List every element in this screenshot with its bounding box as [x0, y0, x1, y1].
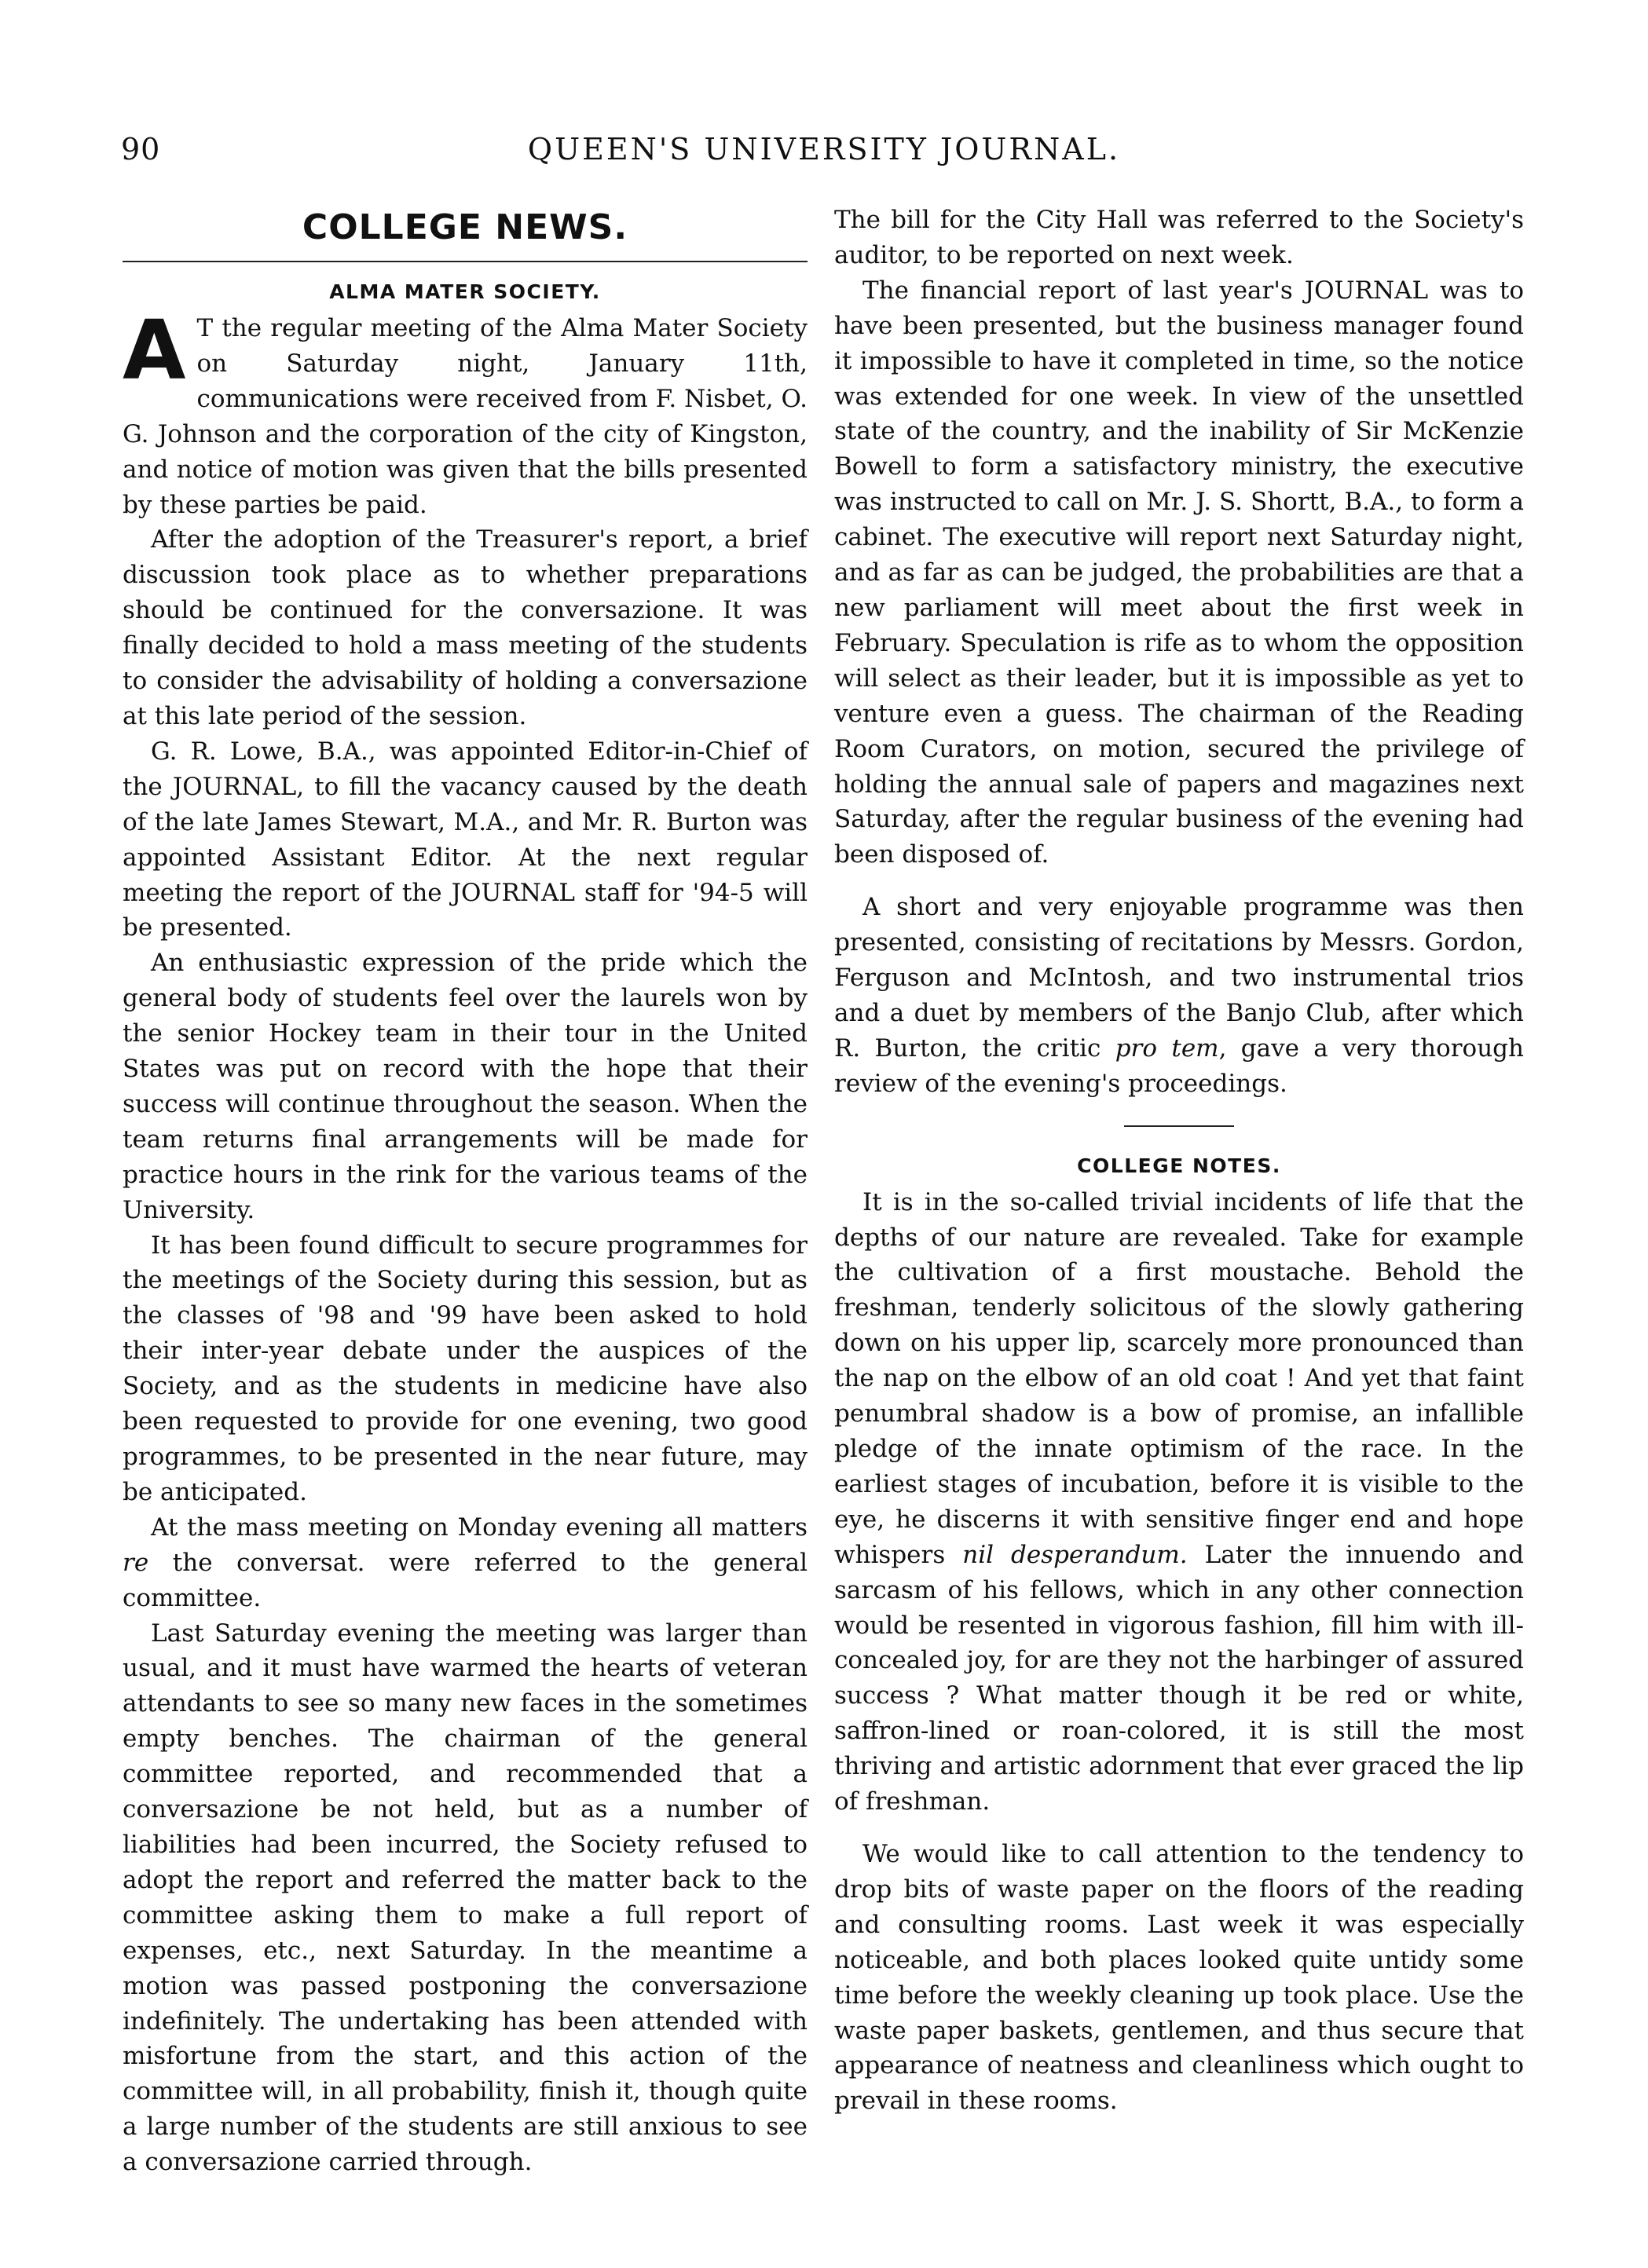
college-notes-heading: COLLEGE NOTES. — [1077, 1154, 1281, 1177]
paragraph-text: A short and very enjoyable programme was then presented, consisting of recitations by Messrs. Gordon, Ferguson and McIntosh, and two instrumental trios and a duet by members of the Banjo Club, after which R. Burton, the critic — [834, 893, 1524, 1063]
page-header — [0, 132, 1648, 179]
article-paragraph: After the adoption of the Treasurer's report, a brief discussion took place as to whether preparations should be continued for the conversazione. It was finally decided to hold a mass meeting of the students to consider the advisability of holding a conversazione at this late period of the session. — [123, 525, 808, 730]
paragraph-text: T the regular meeting of the Alma Mater Society on Saturday night, January 11th, communications were received from F. Nisbet, O. G. Johnson and the corporation of the city of Kingston, and notice of motion was given that the bills presented by these parties be paid. — [123, 314, 808, 519]
left-column — [123, 203, 808, 2180]
article-paragraph: It has been found difficult to secure programmes for the meetings of the Society during this session, but as the classes of '98 and '99 have been asked to hold their inter-year debate under the auspices of the Society, and as the students in medicine have also been requested to provide for one evening, two good programmes, to be presented in the near future, may be anticipated. — [123, 1231, 808, 1506]
italic-text: nil desperandum. — [962, 1540, 1188, 1569]
article-paragraph — [834, 890, 1524, 1101]
paragraph-text: It is in the so-called trivial incidents of life that the depths of our nature are revealed. Take for example the cultivation of a first moustache. Behold the freshman, tenderly solicitous of the slowly gathering down on his upper lip, scarcely more pronounced than the nap on the elbow of an old coat ! And yet that faint penumbral shadow is a bow of promise, an infallible pledge of the innate optimism of the race. In the earliest stages of incubation, before it is visible to the eye, he discerns it with sensitive finger end and hope whispers — [834, 1187, 1524, 1569]
italic-text: re — [123, 1548, 149, 1577]
article-paragraph: The financial report of last year's JOURNAL was to have been presented, but the business manager found it impossible to have it completed in time, so the notice was extended for one week. In view of the unsettled state of the country, and the inability of Sir McKenzie Bowell to form a satisfactory ministry, the executive was instructed to call on Mr. J. S. Shortt, B.A., to form a cabinet. The executive will report next Saturday night, and as far as can be judged, the probabilities are that a new parliament will meet about the first week in February. Speculation is rife as to whom the opposition will select as their leader, but it is impossible as yet to venture even a guess. The chairman of the Reading Room Curators, on motion, secured the privilege of holding the annual sale of papers and magazines next Saturday, after the regular business of the evening had been disposed of. — [834, 276, 1524, 869]
paragraph-text: At the mass meeting on Monday evening all matters — [151, 1513, 808, 1542]
journal-title: QUEEN'S UNIVERSITY JOURNAL. — [527, 132, 1121, 166]
article-paragraph: The bill for the City Hall was referred to the Society's auditor, to be reported on next week. — [834, 206, 1524, 269]
alma-mater-heading: ALMA MATER SOCIETY. — [329, 280, 601, 303]
drop-cap: A — [123, 302, 186, 398]
article-paragraph — [123, 302, 808, 522]
heading-rule — [123, 261, 808, 262]
paragraph-text: , gave a very thorough review of the evening's proceedings. — [834, 1033, 1524, 1098]
page-number: 90 — [121, 132, 161, 166]
right-column — [834, 203, 1524, 2119]
italic-text: pro tem — [1115, 1033, 1219, 1063]
article-paragraph: An enthusiastic expression of the pride which the general body of students feel over the laurels won by the senior Hockey team in their tour in the United States was put on record with the hope that their success will continue throughout the season. When the team returns final arrangements will be made for practice hours in the rink for the various teams of the University. — [123, 949, 808, 1224]
section-divider — [1124, 1125, 1234, 1127]
article-paragraph — [123, 1510, 808, 1616]
article-paragraph: Last Saturday evening the meeting was larger than usual, and it must have warmed the hearts of veteran attendants to see so many new faces in the sometimes empty benches. The chairman of the general committee reported, and recommended that a conversazione be not held, but as a number of liabilities had been incurred, the Society refused to adopt the report and referred the matter back to the committee asking them to make a full report of expenses, etc., next Saturday. In the meantime a motion was passed postponing the conversazione indefinitely. The undertaking has been attended with misfortune from the start, and this action of the committee will, in all probability, finish it, though quite a large number of the students are still anxious to see a conversazione carried through. — [123, 1619, 808, 2177]
paragraph-text: the conversat. were referred to the general committee. — [123, 1548, 808, 1612]
section-title: COLLEGE NEWS. — [302, 207, 628, 247]
article-paragraph — [834, 1185, 1524, 1820]
article-paragraph: We would like to call attention to the tendency to drop bits of waste paper on the floors of the reading and consulting rooms. Last week it was especially noticeable, and both places looked quite untidy some time before the weekly cleaning up took place. Use the waste paper baskets, gentlemen, and thus secure that appearance of neatness and cleanliness which ought to prevail in these rooms. — [834, 1839, 1524, 2116]
paragraph-text: Later the innuendo and sarcasm of his fellows, which in any other connection would be resented in vigorous fashion, fill him with ill-concealed joy, for are they not the harbinger of assured success ? What matter though it be red or white, saffron-lined or roan-colored, it is still the most thriving and artistic adornment that ever graced the lip of freshman. — [834, 1540, 1524, 1816]
article-paragraph: G. R. Lowe, B.A., was appointed Editor-in-Chief of the JOURNAL, to fill the vacancy caused by the death of the late James Stewart, M.A., and Mr. R. Burton was appointed Assistant Editor. At the next regular meeting the report of the JOURNAL staff for '94-5 will be presented. — [123, 737, 808, 942]
